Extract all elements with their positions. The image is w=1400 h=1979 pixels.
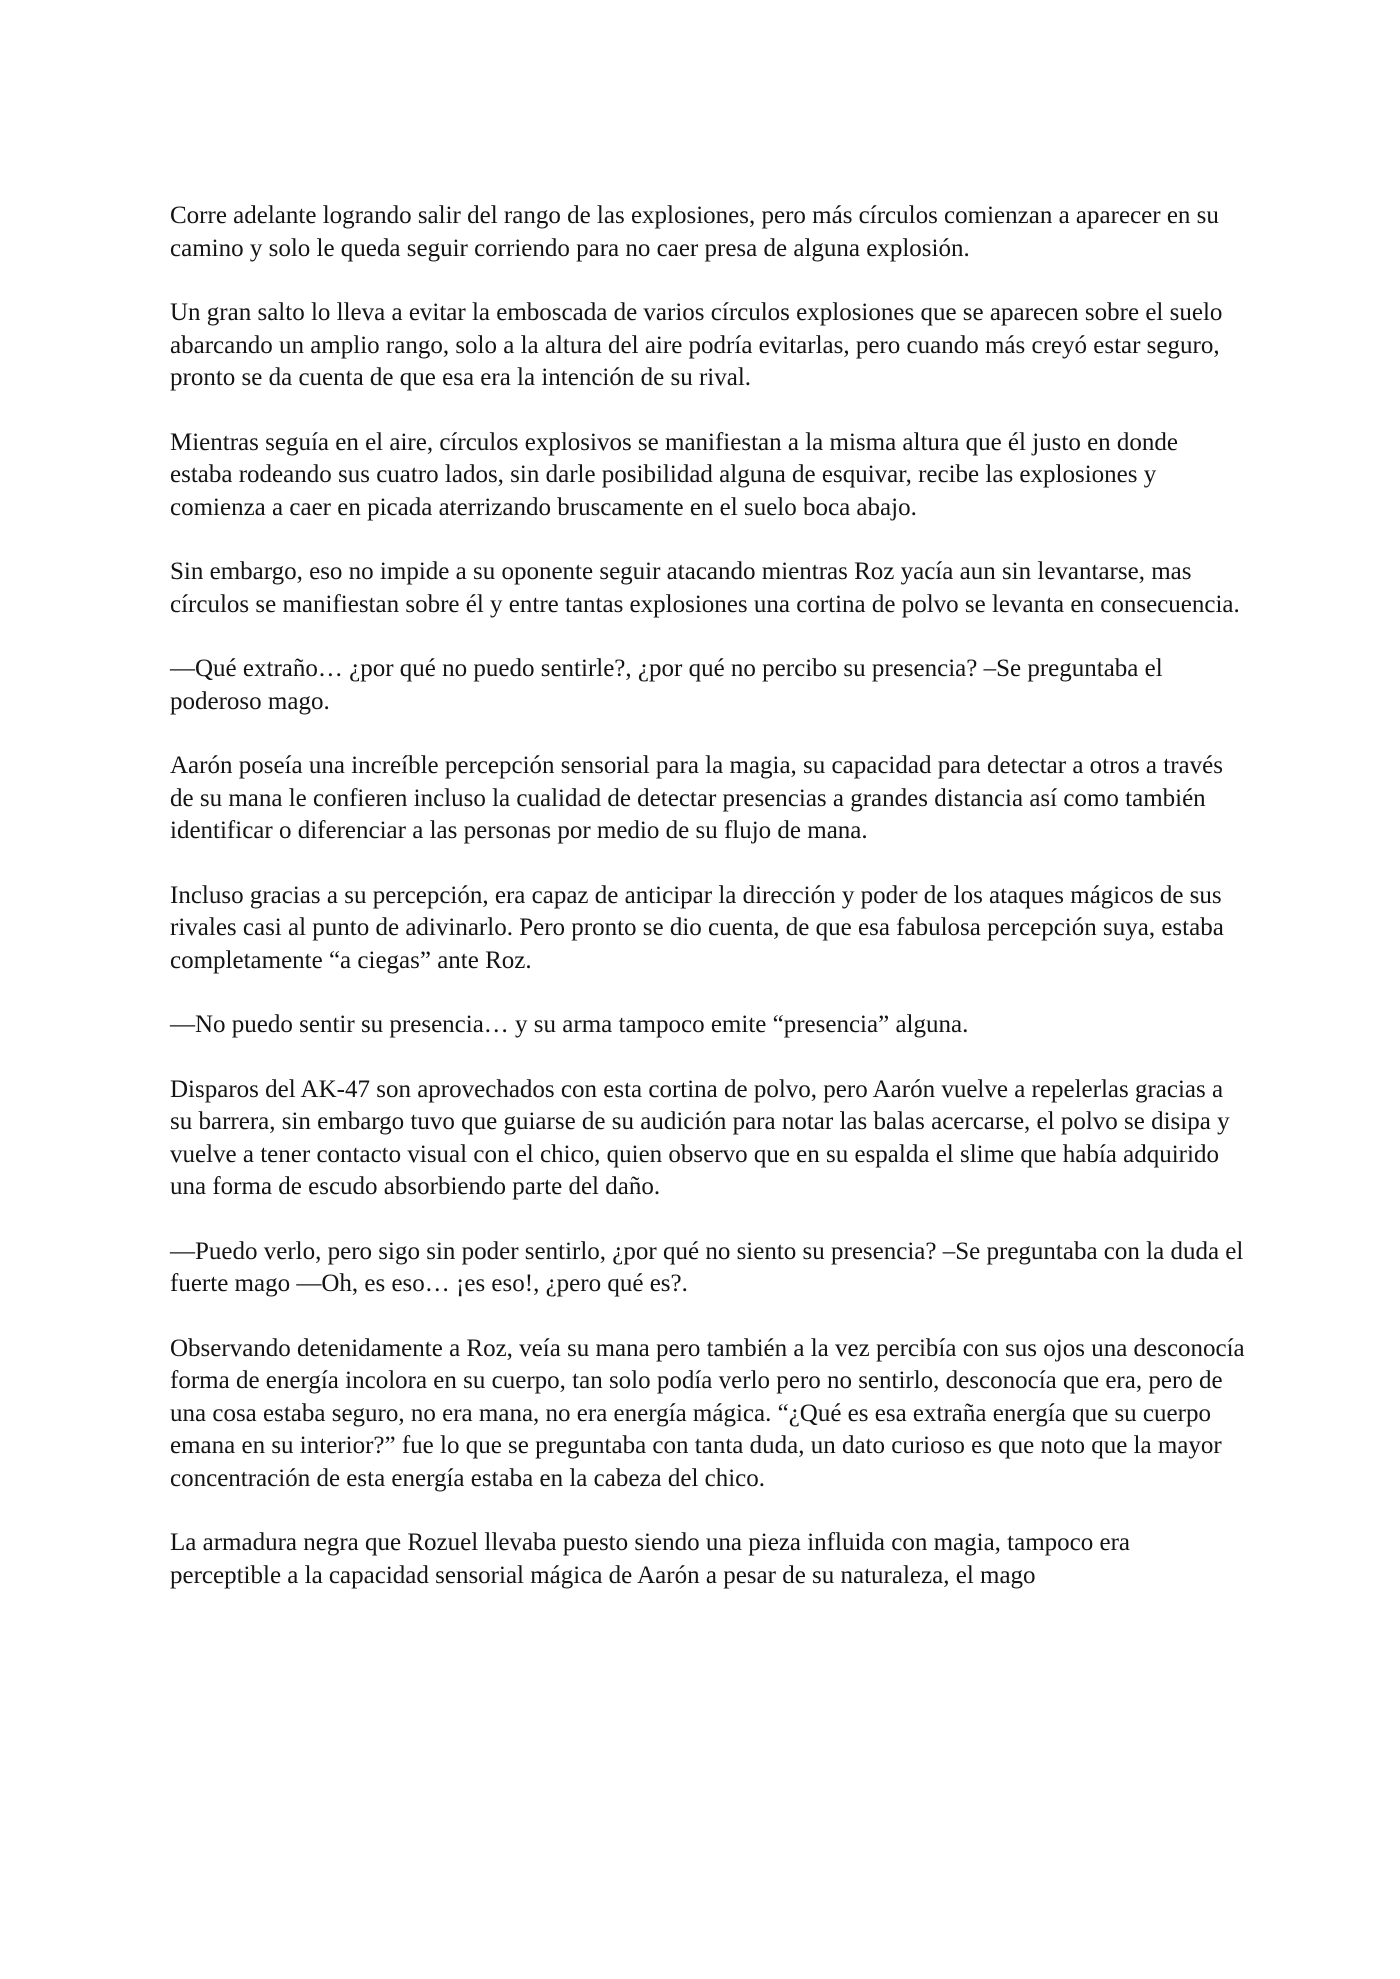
dialogue-2: —No puedo sentir su presencia… y su arma tampoco emite “presencia” alguna. [170, 1011, 969, 1038]
paragraph-9: La armadura negra que Rozuel llevaba puesto siendo una pieza influida con magia, tampoco era perceptible a la capacidad sensorial mágica de Aarón a pesar de su naturaleza, el mago [170, 1529, 1131, 1589]
paragraph-7: Disparos del AK-47 son aprovechados con esta cortina de polvo, pero Aarón vuelve a repelerlas gracias a su barrera, sin embargo tuvo que guiarse de su audición para notar las balas acercarse, el polvo se disipa y vuelve a tener contacto visual con el chico, quien observo que en su espalda el slime que había adquirido una forma de escudo absorbiendo parte del daño. [170, 1075, 1230, 1200]
dialogue-1: —Qué extraño… ¿por qué no puedo sentirle?, ¿por qué no percibo su presencia? –Se preguntaba el poderoso mago. [170, 655, 1163, 715]
paragraph-2: Un gran salto lo lleva a evitar la emboscada de varios círculos explosiones que se aparecen sobre el suelo abarcando un amplio rango, solo a la altura del aire podría evitarlas, pero cuando más creyó estar seguro, pronto se da cuenta de que esa era la intención de su rival. [170, 299, 1223, 391]
paragraph-4: Sin embargo, eso no impide a su oponente seguir atacando mientras Roz yacía aun sin levantarse, mas círculos se manifiestan sobre él y entre tantas explosiones una cortina de polvo se levanta en consecuencia. [170, 558, 1240, 618]
paragraph-5: Aarón poseía una increíble percepción sensorial para la magia, su capacidad para detectar a otros a través de su mana le confieren incluso la cualidad de detectar presencias a grandes distancia así como también identificar o diferenciar a las personas por medio de su flujo de mana. [170, 752, 1223, 844]
paragraph-1: Corre adelante logrando salir del rango de las explosiones, pero más círculos comienzan a aparecer en su camino y solo le queda seguir corriendo para no caer presa de alguna explosión. [170, 202, 1219, 262]
paragraph-6: Incluso gracias a su percepción, era capaz de anticipar la dirección y poder de los ataques mágicos de sus rivales casi al punto de adivinarlo. Pero pronto se dio cuenta, de que esa fabulosa percepción suya, estaba completamente “a ciegas” ante Roz. [170, 881, 1224, 974]
paragraph-3: Mientras seguía en el aire, círculos explosivos se manifiestan a la misma altura que él justo en donde estaba rodeando sus cuatro lados, sin darle posibilidad alguna de esquivar, recibe las explosiones y comienza a caer en picada aterrizando bruscamente en el suelo boca abajo. [170, 428, 1179, 521]
dialogue-3: —Puedo verlo, pero sigo sin poder sentirlo, ¿por qué no siento su presencia? –Se preguntaba con la duda el fuerte mago —Oh, es eso… ¡es eso!, ¿pero qué es?. [170, 1237, 1244, 1297]
document-body [170, 200, 1245, 1624]
paragraph-8: Observando detenidamente a Roz, veía su mana pero también a la vez percibía con sus ojos una desconocía forma de energía incolora en su cuerpo, tan solo podía verlo pero no sentirlo, desconocía que era, pero de una cosa estaba seguro, no era mana, no era energía mágica. “¿Qué es esa extraña energía que su cuerpo emana en su interior?” fue lo que se preguntaba con tanta duda, un dato curioso es que noto que la mayor concentración de esta energía estaba en la cabeza del chico. [170, 1334, 1245, 1492]
